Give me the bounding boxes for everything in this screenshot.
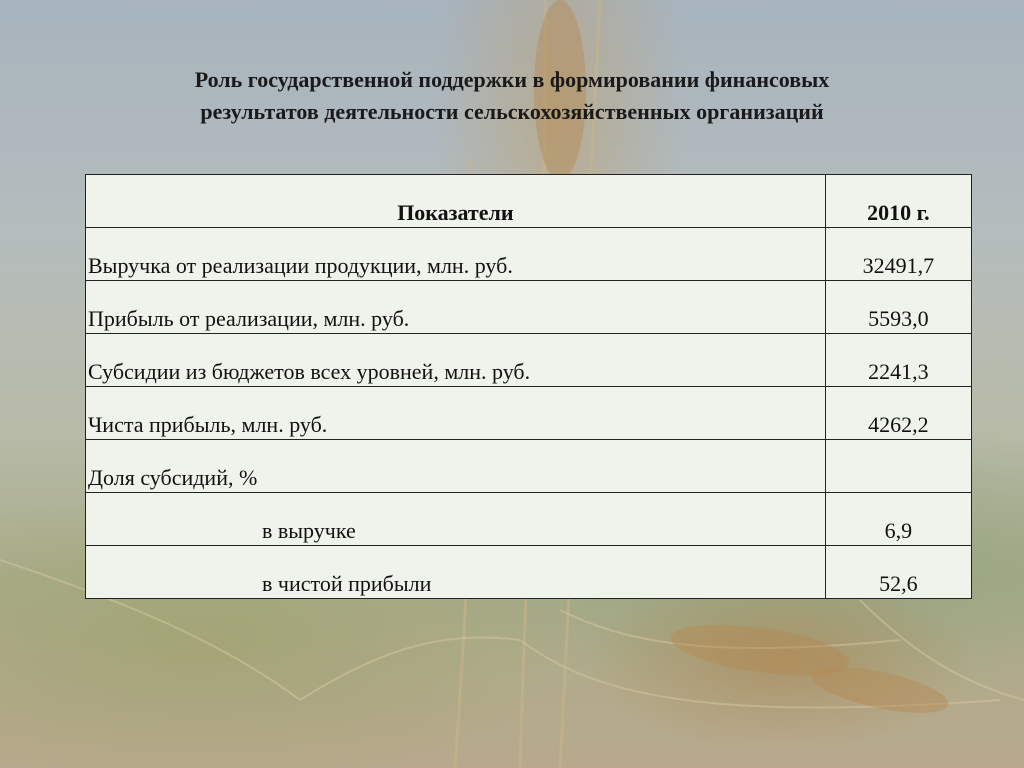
row-label: Чиста прибыль, млн. руб. <box>86 387 826 440</box>
table-row <box>86 228 972 281</box>
row-label: Прибыль от реализации, млн. руб. <box>86 281 826 334</box>
table-row <box>86 493 972 546</box>
row-label: Выручка от реализации продукции, млн. руб. <box>86 228 826 281</box>
row-label: Субсидии из бюджетов всех уровней, млн. руб. <box>86 334 826 387</box>
row-value: 5593,0 <box>825 281 971 334</box>
title-line-2: результатов деятельности сельскохозяйственных организаций <box>200 99 824 124</box>
indicators-table <box>85 174 972 599</box>
row-value: 2241,3 <box>825 334 971 387</box>
row-value: 4262,2 <box>825 387 971 440</box>
table-row <box>86 387 972 440</box>
table-row <box>86 334 972 387</box>
title-line-1: Роль государственной поддержки в формировании финансовых <box>194 67 830 92</box>
row-label: в выручке <box>86 493 826 546</box>
row-value: 52,6 <box>825 546 971 599</box>
page-title <box>60 64 964 128</box>
row-value: 32491,7 <box>825 228 971 281</box>
row-value <box>825 440 971 493</box>
header-indicator: Показатели <box>86 175 826 228</box>
row-value: 6,9 <box>825 493 971 546</box>
table-header-row <box>86 175 972 228</box>
header-year: 2010 г. <box>825 175 971 228</box>
row-label: в чистой прибыли <box>86 546 826 599</box>
table-row <box>86 440 972 493</box>
row-label: Доля субсидий, % <box>86 440 826 493</box>
table-row <box>86 546 972 599</box>
table-row <box>86 281 972 334</box>
